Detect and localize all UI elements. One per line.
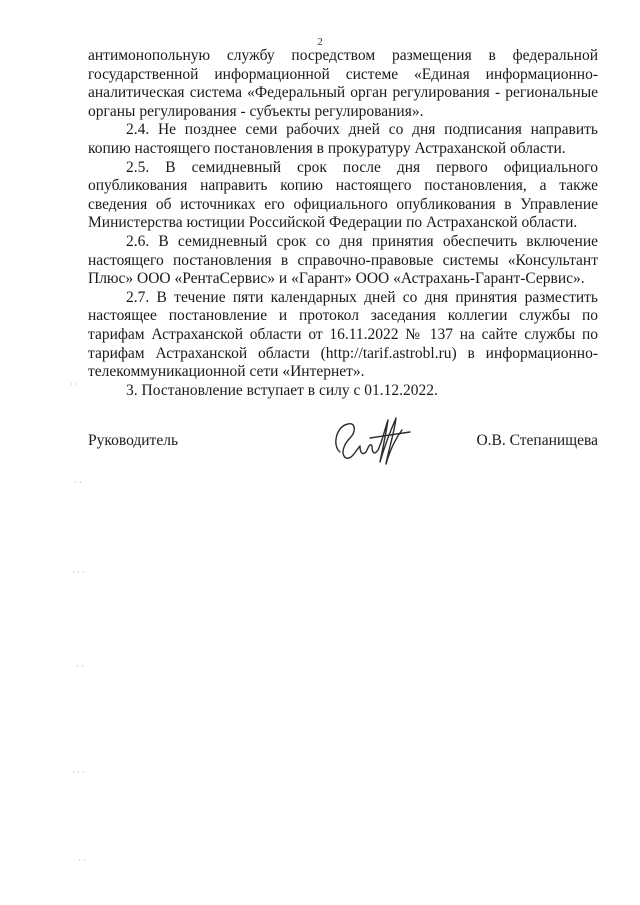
paragraph-2-6: 2.6. В семидневный срок со дня принятия обеспечить включение настоящего постановления в справочно-правовые системы «Консультант Плюс» ООО «РентаСервис» и «Гарант» ООО «Астрахань-Гарант-Сервис». bbox=[88, 232, 598, 288]
scan-speck: · · · bbox=[72, 568, 85, 577]
scan-speck: · · bbox=[74, 478, 82, 487]
signatory-name: О.В. Степанищева bbox=[476, 432, 598, 449]
document-body bbox=[88, 47, 598, 400]
scan-speck: · · bbox=[76, 662, 84, 671]
scan-speck: · · bbox=[70, 380, 78, 389]
scan-speck: · · · bbox=[72, 768, 85, 777]
paragraph-2-7: 2.7. В течение пяти календарных дней со дня принятия разместить настоящее постановление и протокол заседания коллегии службы по тарифам Астраханской области от 16.11.2022 № 137 на сайте службы по тарифам Астраханской области (http://tarif.astrobl.ru) в информационно-телекоммуникационной сети «Интернет». bbox=[88, 288, 598, 381]
paragraph-2-4: 2.4. Не позднее семи рабочих дней со дня подписания направить копию настоящего постановления в прокуратуру Астраханской области. bbox=[88, 121, 598, 157]
paragraph-3: 3. Постановление вступает в силу с 01.12.2022. bbox=[126, 381, 438, 399]
scan-speck: · · bbox=[78, 856, 86, 865]
paragraph-2-5: 2.5. В семидневный срок после дня первого официального опубликования направить копию настоящего постановления, а также сведения об источниках его официального опубликования в Управление Министерства юстиции Российской Федерации по Астраханской области. bbox=[88, 158, 598, 232]
paragraph-continuation: антимонопольную службу посредством размещения в федеральной государственной информационной системе «Единая информационно-аналитическая система «Федеральный орган регулирования - региональные органы регулирования - субъекты регулирования». bbox=[88, 47, 598, 120]
page-number: 2 bbox=[317, 36, 323, 48]
signatory-title: Руководитель bbox=[88, 432, 179, 449]
signature-block bbox=[88, 432, 598, 456]
handwritten-signature bbox=[326, 412, 418, 474]
